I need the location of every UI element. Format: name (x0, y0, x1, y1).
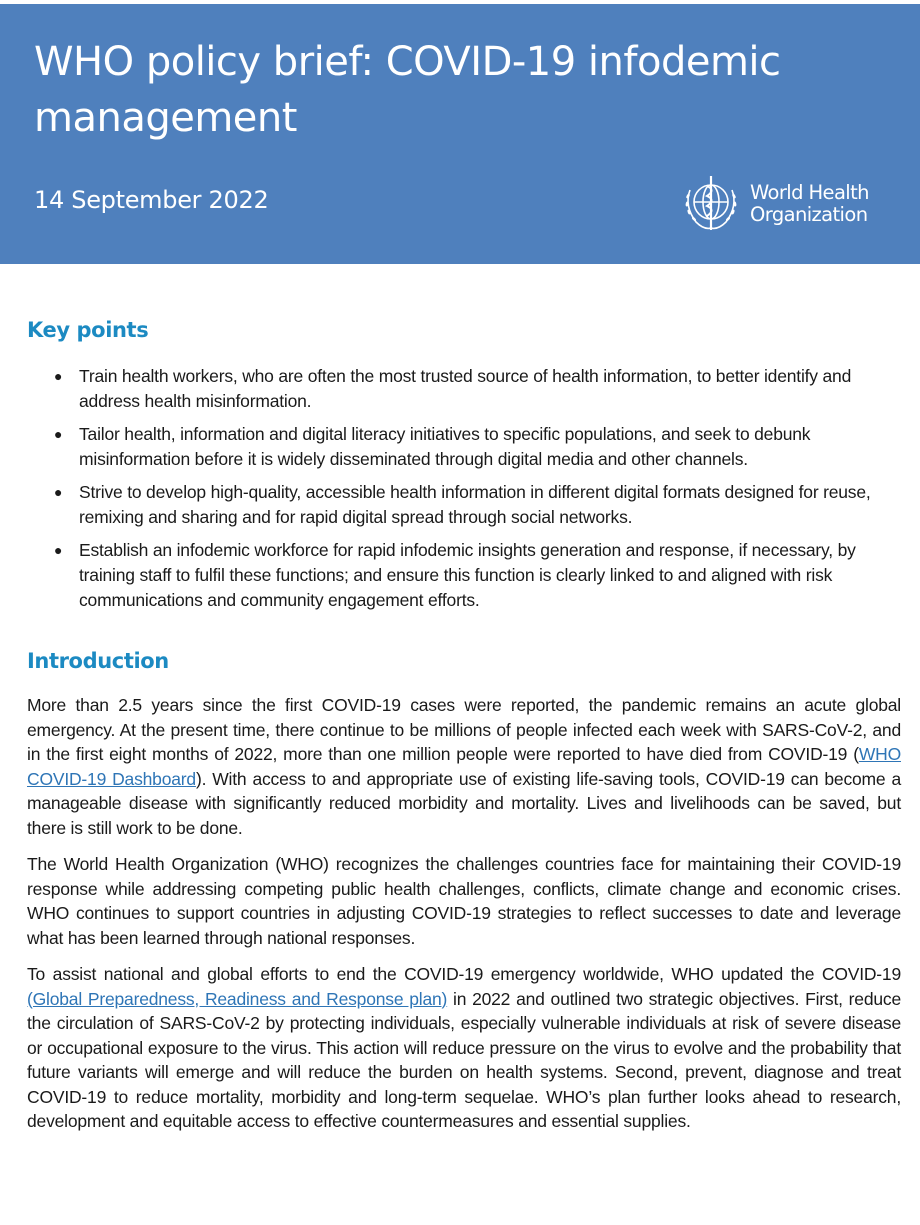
intro-paragraph-3: To assist national and global efforts to end the COVID-19 emergency worldwide, WHO updated the COVID-19 (Global Preparedness, Readiness and Response plan) in 2022 and outlined two strategic objectives. First, reduce the circulation of SARS-CoV-2 by protecting individuals, especially vulnerable individuals at risk of severe disease or occupational exposure to the virus. This action will reduce pressure on the virus to evolve and the probability that future variants will emerge and will reduce the burden on health systems. Second, prevent, diagnose and treat COVID-19 to reduce mortality, morbidity and long-term sequelae. WHO’s plan further looks ahead to research, development and equitable access to effective countermeasures and essential supplies. (27, 964, 901, 1131)
bullet-icon: ● (54, 426, 63, 442)
who-logo (676, 172, 869, 236)
list-item: ● Train health workers, who are often the most trusted source of health information, to better identify and address health misinformation. (54, 366, 852, 411)
bullet-icon: ● (54, 484, 63, 500)
intro-paragraph-1: More than 2.5 years since the first COVID-19 cases were reported, the pandemic remains an acute global emergency. At the present time, there continue to be millions of people infected each week with SARS-CoV-2, and in the first eight months of 2022, more than one million people were reported to have died from COVID-19 (WHO COVID-19 Dashboard). With access to and appropriate use of existing life-saving tools, COVID-19 can become a manageable disease with significantly reduced morbidity and mortality. Lives and livelihoods can be saved, but there is still work to be done. (27, 695, 901, 838)
introduction-heading: Introduction (27, 649, 169, 673)
document-title: WHO policy brief: COVID-19 infodemic management (34, 39, 781, 141)
header-banner (0, 4, 920, 264)
bullet-icon: ● (54, 542, 63, 558)
list-item: ● Establish an infodemic workforce for rapid infodemic insights generation and response, if necessary, by training staff to fulfil these functions; and ensure this function is clearly linked to and aligned with risk communications and community engagement efforts. (54, 540, 856, 610)
list-item: ● Strive to develop high-quality, accessible health information in different digital formats designed for reuse, remixing and sharing and for rapid digital spread through social networks. (54, 482, 871, 527)
logo-line-2: Organization (750, 203, 868, 226)
document-body (27, 318, 901, 1134)
response-plan-link[interactable]: (Global Preparedness, Readiness and Response plan) (27, 988, 448, 1009)
bullet-icon: ● (54, 368, 63, 384)
who-emblem-icon (676, 172, 746, 236)
key-points-heading: Key points (27, 318, 149, 342)
dashboard-link[interactable]: WHO COVID-19 Dashboard (27, 744, 901, 789)
key-points-list (27, 364, 901, 613)
organization-name (750, 182, 869, 226)
list-item: ● Tailor health, information and digital literacy initiatives to specific populations, and seek to debunk misinformation before it is widely disseminated through digital media and other channels. (54, 424, 811, 469)
publication-date: 14 September 2022 (34, 186, 269, 214)
intro-paragraph-2: The World Health Organization (WHO) recognizes the challenges countries face for maintaining their COVID-19 response while addressing competing public health challenges, conflicts, climate change and economic crises. WHO continues to support countries in adjusting COVID-19 strategies to reflect successes to date and leverage what has been learned through national responses. (27, 854, 901, 948)
logo-line-1: World Health (750, 181, 869, 204)
